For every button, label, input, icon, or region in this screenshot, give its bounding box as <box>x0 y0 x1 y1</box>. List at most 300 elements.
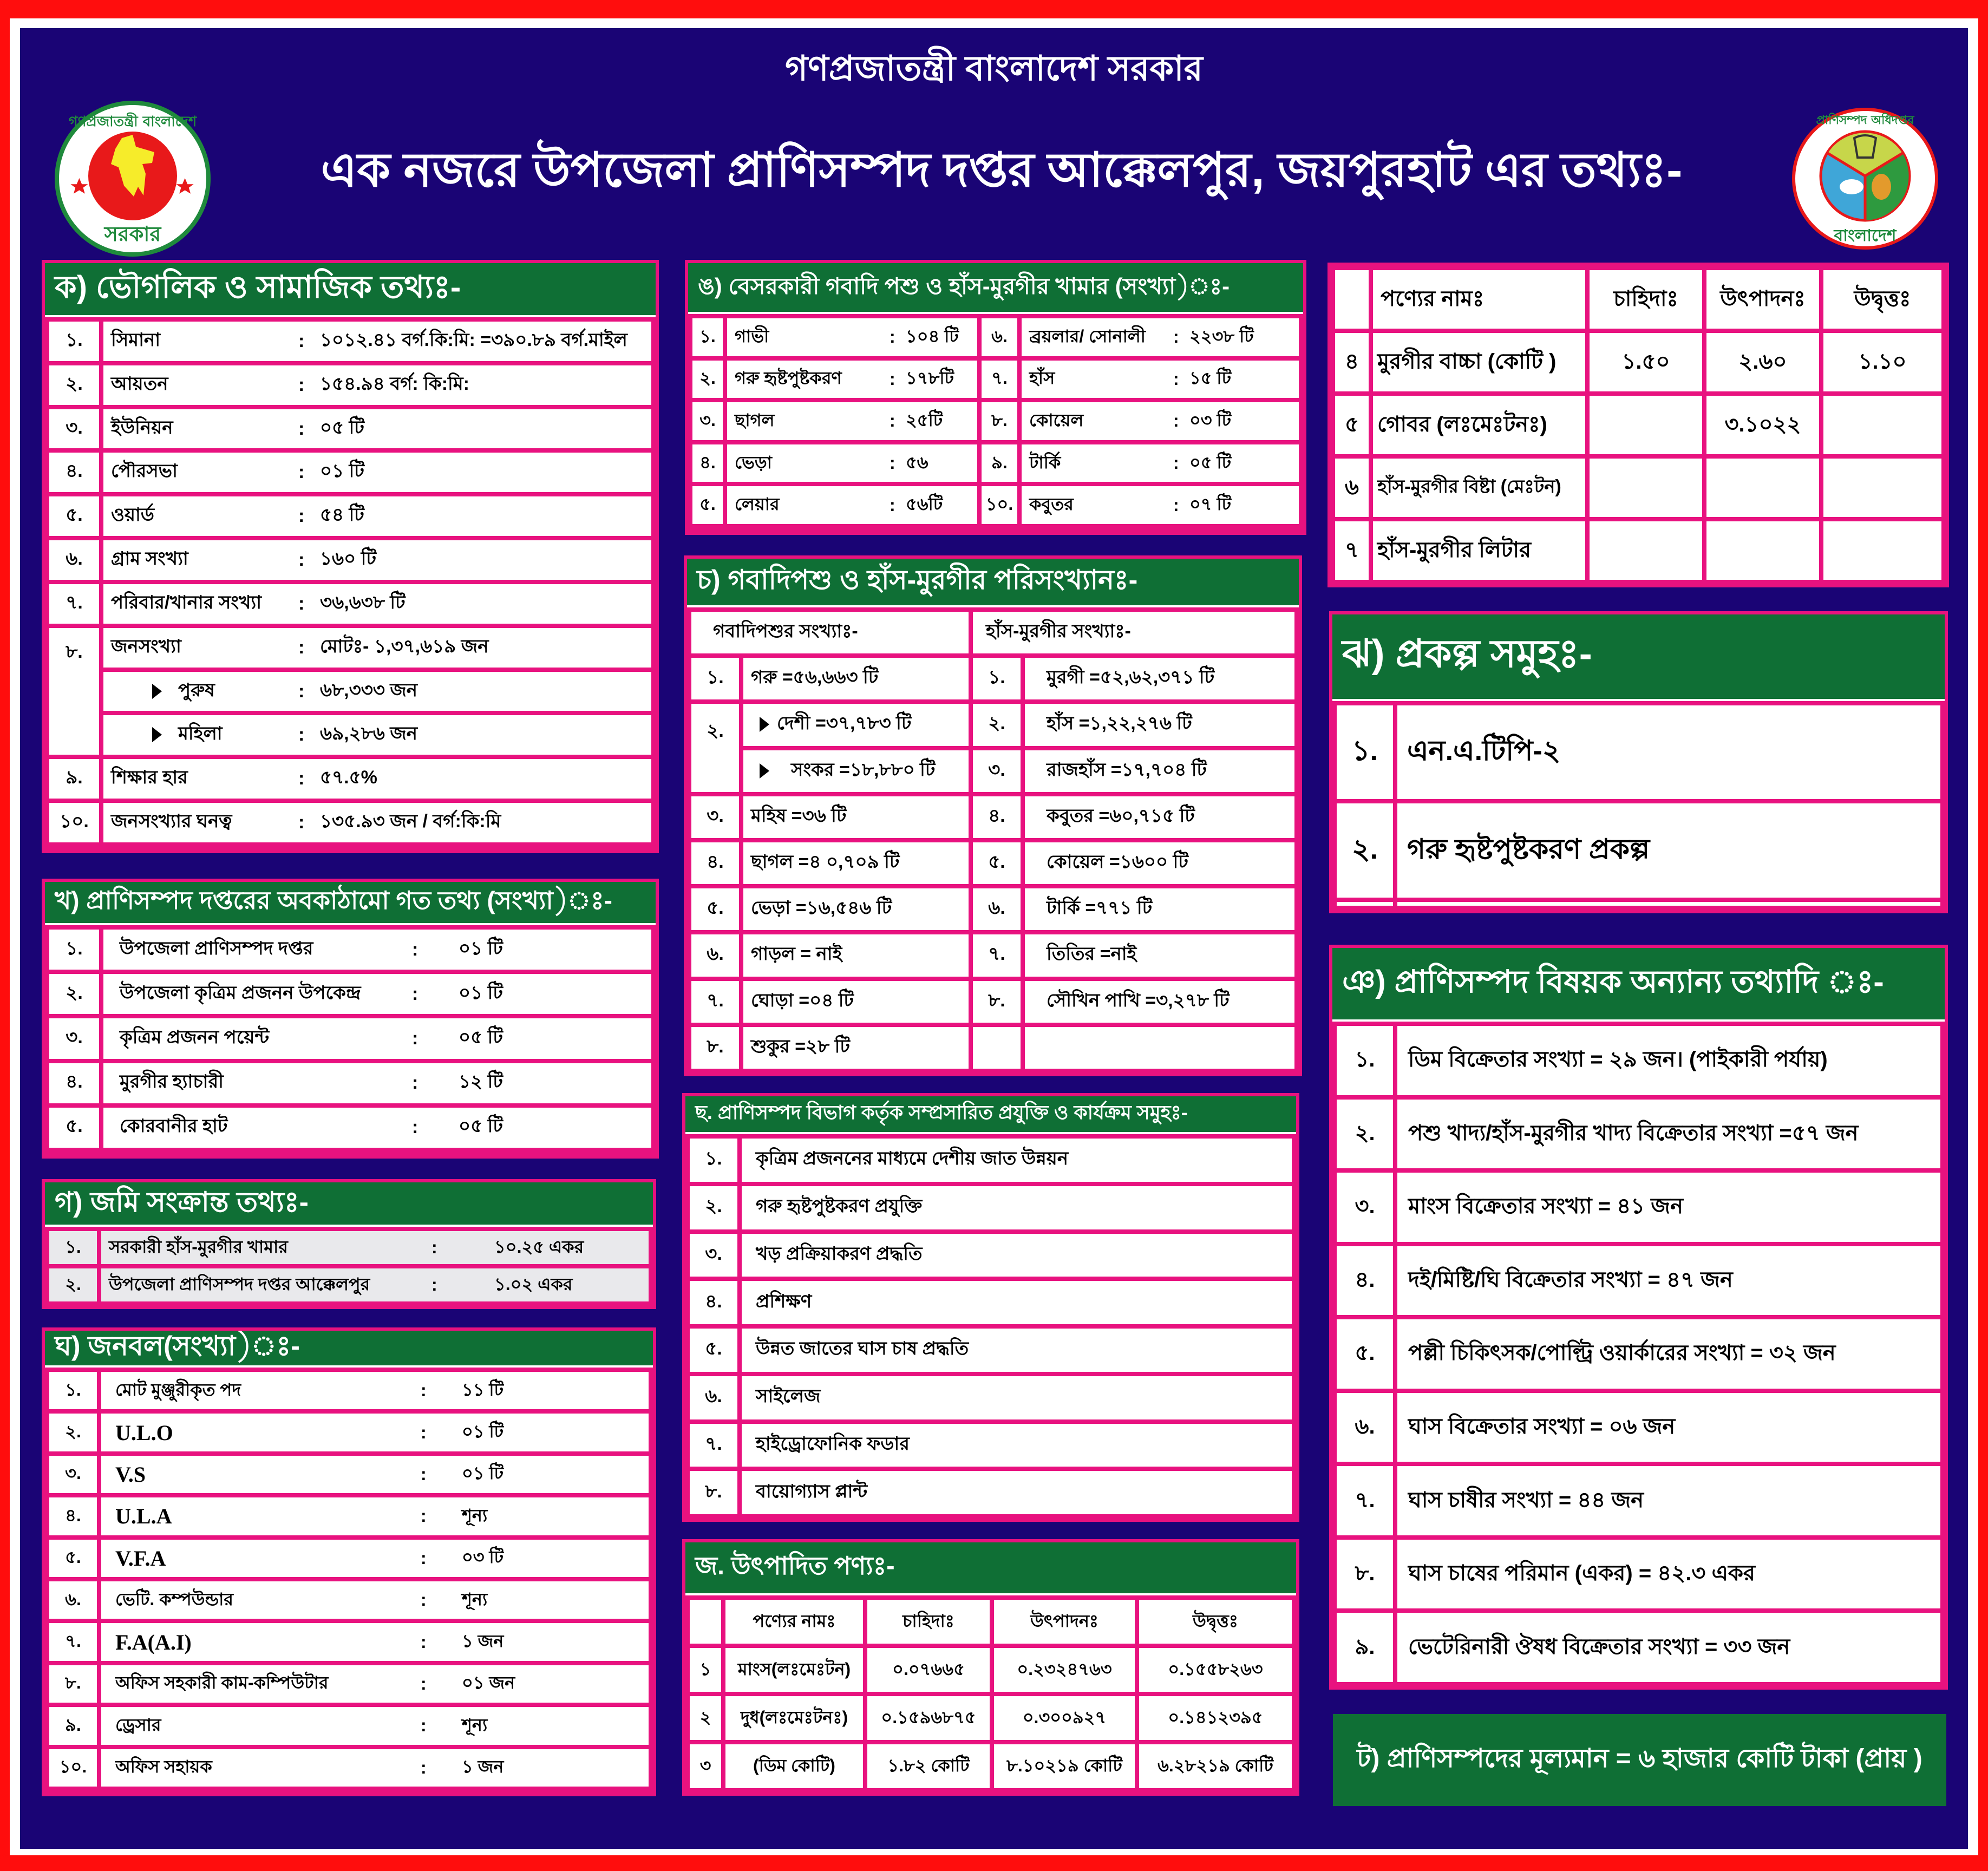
table-row <box>1335 1317 1943 1391</box>
row-value: ১০১২.৪১ বর্গ.কি:মি: =৩৯০.৮৯ বর্গ.মাইল <box>312 319 653 363</box>
section-projects <box>1329 611 1948 913</box>
row-label: পুরুষ <box>178 679 215 701</box>
colon: : <box>424 1266 473 1304</box>
row-number: ৮. <box>1335 1538 1395 1611</box>
row-value: ১৫৪.৯৪ বর্গ: কি:মি: <box>312 363 653 407</box>
row-label: জনসংখ্যার ঘনত্ব <box>101 801 291 845</box>
section-header: গ) জমি সংক্রান্ত তথ্যঃ- <box>45 1182 653 1227</box>
row-number: ১০. <box>979 484 1019 526</box>
row-label: পৌরসভা <box>101 450 291 494</box>
row-number: ৪. <box>47 1495 99 1537</box>
poultry-count: তিতির =নাই <box>1023 932 1297 978</box>
livestock-value-banner: ট) প্রাণিসম্পদের মূল্যমান = ৬ হাজার কোটি টাকা (প্রায় ) <box>1333 1714 1946 1806</box>
column-header: চাহিদাঃ <box>865 1598 992 1646</box>
table-row <box>1335 801 1943 899</box>
surplus-value: ০.১৪১২৩৯৫ <box>1137 1694 1294 1742</box>
table-row <box>47 538 653 582</box>
row-number: ১. <box>688 1136 740 1184</box>
table-row <box>47 1663 651 1705</box>
arrow-bullet-icon <box>152 684 162 699</box>
row-value: ১১ টি <box>446 1370 651 1411</box>
row-value: ১০৪ টি <box>904 316 979 358</box>
row-label: কৃত্রিম প্রজনন পয়েন্ট <box>101 1016 404 1061</box>
table-row <box>690 316 1301 358</box>
table-row <box>689 979 1297 1025</box>
production-value: ৩.১০২২ <box>1704 394 1821 456</box>
poultry-count: হাঁস =১,২২,২৭৬ টি <box>1023 702 1297 748</box>
row-label: F.A(A.I) <box>99 1621 413 1663</box>
product-name: হাঁস-মুরগীর লিটার <box>1371 519 1587 582</box>
row-label: V.F.A <box>99 1538 413 1579</box>
row-number: ১. <box>971 656 1023 702</box>
row-number: ৫. <box>688 1326 740 1374</box>
row-number: ২ <box>688 1694 723 1742</box>
surplus-value <box>1821 519 1944 582</box>
row-value: শূন্য <box>446 1579 651 1621</box>
colon: : <box>291 407 312 451</box>
row-number <box>1335 900 1395 908</box>
column-header: চাহিদাঃ <box>1587 268 1704 331</box>
row-number: ২. <box>47 1411 99 1453</box>
production-value <box>1704 456 1821 519</box>
row-label: টার্কি <box>1019 442 1171 485</box>
colon: : <box>887 400 904 442</box>
surplus-value: ১.১০ <box>1821 331 1944 394</box>
projects-table <box>1332 701 1945 910</box>
row-value: ০৫ টি <box>437 1016 653 1061</box>
table-row <box>1333 331 1944 394</box>
row-label: উপজেলা প্রাণিসম্পদ দপ্তর <box>101 927 404 972</box>
geographic-table <box>45 317 656 847</box>
row-number: ৮. <box>979 400 1019 442</box>
product-name: গোবর (লঃমেঃটনঃ) <box>1371 394 1587 456</box>
arrow-bullet-icon <box>760 763 769 779</box>
table-row <box>47 670 653 714</box>
row-label: U.L.O <box>99 1411 413 1453</box>
table-row <box>47 363 653 407</box>
row-value: ০১ টি <box>446 1411 651 1453</box>
row-value: ০৭ টি <box>1187 484 1301 526</box>
row-number: ৩. <box>689 794 741 840</box>
colon: : <box>413 1579 446 1621</box>
livestock-count: দেশী =৩৭,৭৮৩ টি <box>777 713 912 734</box>
row-number: ৮. <box>47 1663 99 1705</box>
section-header: ঘ) জনবল(সংখ্যা)ঃ- <box>45 1331 653 1368</box>
poultry-column-header: হাঁস-মুরগীর সংখ্যাঃ- <box>971 610 1297 656</box>
poultry-count: কবুতর =৬০,৭১৫ টি <box>1023 794 1297 840</box>
section-products <box>682 1539 1299 1796</box>
table-row <box>47 1705 651 1746</box>
table-row <box>689 1025 1297 1071</box>
row-number: ৪. <box>690 442 725 485</box>
row-value: ০৫ টি <box>312 407 653 451</box>
row-number: ৩. <box>47 1016 101 1061</box>
row-label: আয়তন <box>101 363 291 407</box>
row-number: ৬. <box>1335 1391 1395 1464</box>
logo-text-bottom: বাংলাদেশ <box>1834 226 1897 245</box>
row-number: ৯. <box>47 757 101 801</box>
row-number: ৮. <box>971 979 1023 1025</box>
row-label: কৃত্রিম প্রজননের মাধ্যমে দেশীয় জাত উন্নয়ন <box>740 1136 1294 1184</box>
section-header: ঙ) বেসরকারী গবাদি পশু ও হাঁস-মুরগীর খামার (সংখ্যা)ঃ- <box>688 263 1303 314</box>
row-number: ৪ <box>1333 331 1371 394</box>
row-number: ২. <box>47 363 101 407</box>
row-number: ৭. <box>47 1621 99 1663</box>
row-value: ০১ টি <box>437 927 653 972</box>
table-row <box>47 582 653 626</box>
colon: : <box>413 1411 446 1453</box>
row-number: ৫. <box>47 494 101 538</box>
row-value: ৫৬টি <box>904 484 979 526</box>
row-number: ১. <box>47 319 101 363</box>
row-label: লেয়ার <box>725 484 887 526</box>
column-header: উৎপাদনঃ <box>992 1598 1137 1646</box>
row-value: ০৫ টি <box>1187 442 1301 485</box>
row-number: ৭. <box>971 932 1023 978</box>
table-row <box>689 840 1297 886</box>
table-header-row <box>1333 268 1944 331</box>
section-header: ঝ) প্রকল্প সমুহঃ- <box>1332 614 1945 701</box>
row-value: মোটঃ- ১,৩৭,৬১৯ জন <box>312 626 653 670</box>
table-row <box>1335 1391 1943 1464</box>
info-text: ভেটেরিনারী ঔষধ বিক্রেতার সংখ্যা = ৩৩ জন <box>1395 1611 1943 1684</box>
table-row <box>690 484 1301 526</box>
colon: : <box>413 1370 446 1411</box>
colon: : <box>291 626 312 670</box>
section-private-farms <box>685 260 1306 535</box>
section-infrastructure <box>42 879 659 1159</box>
row-value: ১.০২ একর <box>473 1266 651 1304</box>
table-row <box>1335 1024 1943 1097</box>
row-label: মুরগীর হ্যাচারী <box>101 1061 404 1105</box>
row-label: V.S <box>99 1454 413 1495</box>
table-row <box>689 932 1297 978</box>
section-header: ছ. প্রাণিসম্পদ বিভাগ কর্তৃক সম্প্রসারিত প্রযুক্তি ও কার্যক্রম সমুহঃ- <box>685 1096 1296 1134</box>
row-label: অফিস সহায়ক <box>99 1747 413 1789</box>
row-number: ৩. <box>690 400 725 442</box>
section-technologies <box>682 1093 1299 1522</box>
colon: : <box>887 358 904 401</box>
table-row <box>47 1411 651 1453</box>
table-row <box>688 1469 1294 1516</box>
row-number: ২. <box>690 358 725 401</box>
technologies-table <box>685 1134 1296 1519</box>
table-row <box>47 407 653 451</box>
row-value: ০৫ টি <box>437 1105 653 1150</box>
production-value: ২.৬০ <box>1704 331 1821 394</box>
row-value: ১২ টি <box>437 1061 653 1105</box>
colon: : <box>413 1705 446 1746</box>
table-row <box>47 626 653 670</box>
table-row <box>689 656 1297 702</box>
row-number: ১. <box>47 927 101 972</box>
info-text: পল্লী চিকিৎসক/পোল্ট্রি ওয়ার্কারের সংখ্যা = ৩২ জন <box>1395 1317 1943 1391</box>
livestock-column-header: গবাদিপশুর সংখ্যাঃ- <box>689 610 971 656</box>
logo-text-top: প্রাণিসম্পদ অধিদপ্তর <box>1816 114 1914 127</box>
livestock-count: সংকর =১৮,৮৮০ টি <box>791 759 936 780</box>
colon: : <box>404 1061 437 1105</box>
other-information-table <box>1332 1022 1945 1686</box>
section-header: জ. উৎপাদিত পণ্যঃ- <box>685 1542 1296 1595</box>
row-label: ব্রয়লার/ সোনালী <box>1019 316 1171 358</box>
table-row <box>47 1105 653 1150</box>
row-number: ৩ <box>688 1742 723 1790</box>
row-value: শূন্য <box>446 1705 651 1746</box>
table-row <box>47 494 653 538</box>
surplus-value: ৬.২৮২১৯ কোটি <box>1137 1742 1294 1790</box>
section-other-information <box>1329 945 1948 1690</box>
table-row <box>690 358 1301 401</box>
row-number: ৬. <box>47 1579 99 1621</box>
demand-value <box>1587 456 1704 519</box>
product-name: (ডিম কোটি) <box>723 1742 865 1790</box>
row-number: ৪. <box>47 1061 101 1105</box>
hen-icon <box>1872 174 1891 200</box>
livestock-count: মহিষ =৩৬ টি <box>741 794 971 840</box>
row-number: ৫ <box>1333 394 1371 456</box>
table-row <box>688 1694 1294 1742</box>
table-row <box>47 713 653 757</box>
livestock-department-logo <box>1789 106 1941 252</box>
row-label: মহিলা <box>178 723 223 744</box>
demand-value: ১.৫০ <box>1587 331 1704 394</box>
row-value: ১ জন <box>446 1621 651 1663</box>
row-number: ৩. <box>47 407 101 451</box>
row-label: ভেড়া <box>725 442 887 485</box>
production-value: ৮.১০২১৯ কোটি <box>992 1742 1137 1790</box>
section-header: খ) প্রাণিসম্পদ দপ্তরের অবকাঠামো গত তথ্য (সংখ্যা)ঃ- <box>45 882 656 925</box>
table-row <box>1335 703 1943 801</box>
product-name: মাংস(লঃমেঃটন) <box>723 1646 865 1694</box>
row-number: ১০. <box>47 801 101 845</box>
colon: : <box>1171 316 1187 358</box>
row-number: ৪. <box>47 450 101 494</box>
table-row <box>47 757 653 801</box>
colon: : <box>413 1495 446 1537</box>
table-row <box>688 1136 1294 1184</box>
table-row <box>47 319 653 363</box>
table-row <box>688 1742 1294 1790</box>
production-value: ০.৩০০৯২৭ <box>992 1694 1137 1742</box>
project-name: গরু হৃষ্টপুষ্টকরণ প্রকল্প <box>1395 801 1943 899</box>
row-number: ৬. <box>971 886 1023 932</box>
product-name: দুধ(লঃমেঃটনঃ) <box>723 1694 865 1742</box>
colon: : <box>291 538 312 582</box>
row-label: U.L.A <box>99 1495 413 1537</box>
colon: : <box>404 972 437 1016</box>
table-row <box>47 1621 651 1663</box>
colon: : <box>291 582 312 626</box>
section-header: ঞ) প্রাণিসম্পদ বিষয়ক অন্যান্য তথ্যাদি ঃ- <box>1332 948 1945 1022</box>
row-label: খড় প্রক্রিয়াকরণ প্রদ্ধতি <box>740 1232 1294 1279</box>
info-text: ঘাস বিক্রেতার সংখ্যা = ০৬ জন <box>1395 1391 1943 1464</box>
arrow-bullet-icon <box>152 727 162 742</box>
products-continued-table <box>1331 266 1946 584</box>
column-header: উদ্বৃত্তঃ <box>1137 1598 1294 1646</box>
row-label: হাইড্রোফোনিক ফডার <box>740 1422 1294 1469</box>
poultry-count: টার্কি =৭৭১ টি <box>1023 886 1297 932</box>
row-value: ১৬০ টি <box>312 538 653 582</box>
table-row <box>1335 1097 1943 1171</box>
colon: : <box>413 1538 446 1579</box>
colon: : <box>424 1229 473 1266</box>
row-number: ৬ <box>1333 456 1371 519</box>
row-value: ২৫টি <box>904 400 979 442</box>
table-row <box>689 794 1297 840</box>
row-label: সিমানা <box>101 319 291 363</box>
row-value: ৫৭.৫% <box>312 757 653 801</box>
colon: : <box>413 1747 446 1789</box>
colon: : <box>887 316 904 358</box>
row-number: ৩. <box>1335 1170 1395 1244</box>
page-title: এক নজরে উপজেলা প্রাণিসম্পদ দপ্তর আক্কেলপুর, জয়পুরহাট এর তথ্যঃ- <box>321 142 1683 197</box>
row-number: ১. <box>690 316 725 358</box>
row-number: ৯. <box>1335 1611 1395 1684</box>
row-label: গাভী <box>725 316 887 358</box>
row-number: ৫. <box>47 1105 101 1150</box>
arrow-bullet-icon <box>760 717 769 732</box>
production-value <box>1704 519 1821 582</box>
table-row <box>688 1374 1294 1422</box>
row-label: কবুতর <box>1019 484 1171 526</box>
table-row <box>688 1422 1294 1469</box>
government-line: গণপ্রজাতন্ত্রী বাংলাদেশ সরকার <box>785 49 1203 88</box>
row-number: ৫. <box>1335 1317 1395 1391</box>
column-header: উদ্বৃত্তঃ <box>1821 268 1944 331</box>
colon: : <box>887 442 904 485</box>
row-value: ০১ জন <box>446 1663 651 1705</box>
row-label: গ্রাম সংখ্যা <box>101 538 291 582</box>
column-header: পণ্যের নামঃ <box>723 1598 865 1646</box>
poultry-count: কোয়েল =১৬০০ টি <box>1023 840 1297 886</box>
row-number: ৭. <box>688 1422 740 1469</box>
product-name: মুরগীর বাচ্চা (কোটি ) <box>1371 331 1587 394</box>
row-label: ইউনিয়ন <box>101 407 291 451</box>
row-label: ভেটি. কম্পউন্ডার <box>99 1579 413 1621</box>
table-row <box>1335 1611 1943 1684</box>
table-row <box>47 1579 651 1621</box>
infrastructure-table <box>45 925 656 1152</box>
row-value: ৬৮,৩৩৩ জন <box>312 670 653 714</box>
row-label: হাঁস <box>1019 358 1171 401</box>
table-row <box>47 1061 653 1105</box>
row-label: ছাগল <box>725 400 887 442</box>
table-row <box>47 1538 651 1579</box>
info-text: দই/মিষ্টি/ঘি বিক্রেতার সংখ্যা = ৪৭ জন <box>1395 1244 1943 1318</box>
row-number: ৪. <box>1335 1244 1395 1318</box>
row-label: অফিস সহকারী কাম-কম্পিউটার <box>99 1663 413 1705</box>
row-value: ০১ টি <box>437 972 653 1016</box>
row-value: ১৩৫.৯৩ জন / বর্গ:কি:মি <box>312 801 653 845</box>
surplus-value: ০.১৫৫৮২৬৩ <box>1137 1646 1294 1694</box>
row-value: ৫৬ <box>904 442 979 485</box>
row-value: ১৫ টি <box>1187 358 1301 401</box>
demand-value: ১.৮২ কোটি <box>865 1742 992 1790</box>
row-number: ৮. <box>689 1025 741 1071</box>
row-label: ড্রেসার <box>99 1705 413 1746</box>
table-row <box>47 972 653 1016</box>
row-number: ৭. <box>1335 1464 1395 1538</box>
row-number: ৫. <box>690 484 725 526</box>
section-header: চ) গবাদিপশু ও হাঁস-মুরগীর পরিসংখ্যানঃ- <box>687 559 1299 607</box>
land-table <box>45 1227 653 1306</box>
poultry-count <box>1023 1025 1297 1071</box>
table-row <box>1335 1464 1943 1538</box>
table-header-row <box>688 1598 1294 1646</box>
demand-value <box>1587 394 1704 456</box>
row-number: ৩. <box>47 1454 99 1495</box>
row-number: ৩. <box>688 1232 740 1279</box>
table-row <box>47 1495 651 1537</box>
table-row <box>1335 900 1943 908</box>
row-number: ১০. <box>47 1747 99 1789</box>
demand-value <box>1587 519 1704 582</box>
colon: : <box>291 670 312 714</box>
table-row <box>47 1454 651 1495</box>
row-value: ০৩ টি <box>446 1538 651 1579</box>
row-number: ২. <box>47 1266 99 1304</box>
colon: : <box>1171 484 1187 526</box>
production-value: ০.২৩২৪৭৬৩ <box>992 1646 1137 1694</box>
table-row <box>688 1232 1294 1279</box>
section-header: ক) ভৌগলিক ও সামাজিক তথ্যঃ- <box>45 263 656 317</box>
row-number: ৭. <box>689 979 741 1025</box>
info-text: ঘাস চাষের পরিমান (একর) = ৪২.৩ একর <box>1395 1538 1943 1611</box>
row-value: ৩৬,৬৩৮ টি <box>312 582 653 626</box>
table-row <box>1333 519 1944 582</box>
surplus-value <box>1821 394 1944 456</box>
row-number: ৫. <box>47 1538 99 1579</box>
project-name: এন.এ.টিপি-২ <box>1395 703 1943 801</box>
poultry-count: রাজহাঁস =১৭,৭০৪ টি <box>1023 748 1297 794</box>
colon: : <box>404 927 437 972</box>
table-row <box>689 748 1297 794</box>
row-label: সরকারী হাঁস-মুরগীর খামার <box>99 1229 424 1266</box>
row-label: মোট মুঞ্জুরীকৃত পদ <box>99 1370 413 1411</box>
table-row <box>1335 1244 1943 1318</box>
row-label: বায়োগ্যাস প্লান্ট <box>740 1469 1294 1516</box>
row-number: ৮. <box>688 1469 740 1516</box>
row-label: পরিবার/খানার সংখ্যা <box>101 582 291 626</box>
seal-text-top: গণপ্রজাতন্ত্রী বাংলাদেশ <box>68 114 197 130</box>
poultry-count: মুরগী =৫২,৬২,৩৭১ টি <box>1023 656 1297 702</box>
row-number: ৭. <box>47 582 101 626</box>
row-label: কোয়েল <box>1019 400 1171 442</box>
column-header: উৎপাদনঃ <box>1704 268 1821 331</box>
row-number: ৪. <box>688 1279 740 1326</box>
table-row <box>47 1229 651 1266</box>
info-text: পশু খাদ্য/হাঁস-মুরগীর খাদ্য বিক্রেতার সংখ্যা =৫৭ জন <box>1395 1097 1943 1171</box>
row-value: ০১ টি <box>446 1454 651 1495</box>
surplus-value <box>1821 456 1944 519</box>
row-number: ৬. <box>688 1374 740 1422</box>
row-number: ২. <box>47 972 101 1016</box>
row-number: ১. <box>689 656 741 702</box>
row-label: গরু হৃষ্টপুষ্টকরণ প্রযুক্তি <box>740 1184 1294 1232</box>
column-header: পণ্যের নামঃ <box>1371 268 1587 331</box>
row-label: উপজেলা কৃত্রিম প্রজনন উপকেন্দ্র <box>101 972 404 1016</box>
demand-value: ০.০৭৬৬৫ <box>865 1646 992 1694</box>
row-value: ০১ টি <box>312 450 653 494</box>
row-number: ১. <box>1335 703 1395 801</box>
section-livestock-statistics <box>684 555 1302 1076</box>
colon: : <box>291 319 312 363</box>
demand-value: ০.১৫৯৬৮৭৫ <box>865 1694 992 1742</box>
colon: : <box>1171 400 1187 442</box>
seal-text-bottom: সরকার <box>104 222 161 246</box>
row-number: ১. <box>47 1370 99 1411</box>
row-number: ৮. <box>47 626 101 757</box>
